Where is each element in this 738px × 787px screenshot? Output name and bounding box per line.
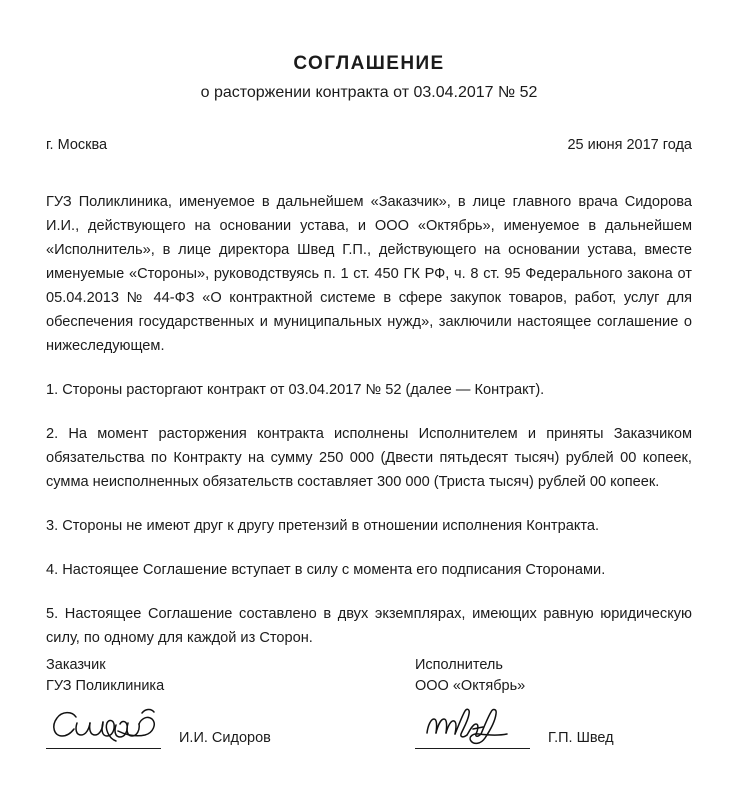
contractor-signature-slot — [415, 705, 530, 749]
clause-1: 1. Стороны расторгают контракт от 03.04.2017 № 52 (далее — Контракт). — [46, 382, 545, 398]
clause-5: 5. Настоящее Соглашение составлено в двух экземплярах, имеющих равную юридическую силу, по одному для каждой из Сторон. — [46, 606, 692, 646]
contractor-role-label: Исполнитель — [415, 657, 503, 673]
contractor-signature-area — [415, 705, 692, 749]
signature-column-contractor — [415, 655, 692, 749]
contractor-handwritten-signature — [415, 703, 533, 747]
contractor-organization: ООО «Октябрь» — [415, 678, 526, 694]
clause-4: 4. Настоящее Соглашение вступает в силу с момента его подписания Сторонами. — [46, 562, 606, 578]
signature-block — [46, 655, 692, 749]
signature-column-customer — [46, 655, 415, 749]
customer-handwritten-signature — [46, 703, 164, 747]
customer-role-label: Заказчик — [46, 657, 106, 673]
preamble-paragraph: ГУЗ Поликлиника, именуемое в дальнейшем «Заказчик», в лице главного врача Сидорова И.И., действующего на основании устава, и ООО «Октябрь», именуемое в дальнейшем «Исполнитель», в лице директора Швед Г.П., действующего на основании устава, вместе именуемые «Стороны», руководствуясь п. 1 ст. 450 ГК РФ, ч. 8 ст. 95 Федерального закона от 05.04.2013 № 44-ФЗ «О контрактной системе в сфере закупок товаров, работ, услуг для обеспечения государственных и муниципальных нужд», заключили настоящее соглашение о нижеследующем. — [46, 194, 692, 354]
document-title: СОГЛАШЕНИЕ — [293, 53, 445, 74]
clause-3: 3. Стороны не имеют друг к другу претензий в отношении исполнения Контракта. — [46, 518, 600, 534]
customer-signature-line — [46, 748, 161, 749]
document-date: 25 июня 2017 года — [567, 137, 692, 153]
customer-printed-name: И.И. Сидоров — [179, 730, 271, 746]
clause-2: 2. На момент расторжения контракта исполнены Исполнителем и приняты Заказчиком обязательства по Контракту на сумму 250 000 (Двести пятьдесят тысяч) рублей 00 копеек, сумма неисполненных обязательств составляет 300 000 (Триста тысяч) рублей 00 копеек. — [46, 426, 692, 490]
customer-organization: ГУЗ Поликлиника — [46, 678, 165, 694]
contractor-printed-name: Г.П. Швед — [548, 730, 614, 746]
customer-signature-area — [46, 705, 415, 749]
document-body — [46, 190, 692, 650]
contractor-signature-line — [415, 748, 530, 749]
document-place: г. Москва — [46, 137, 108, 153]
customer-signature-slot — [46, 705, 161, 749]
document-subtitle: о расторжении контракта от 03.04.2017 № 52 — [200, 84, 538, 101]
